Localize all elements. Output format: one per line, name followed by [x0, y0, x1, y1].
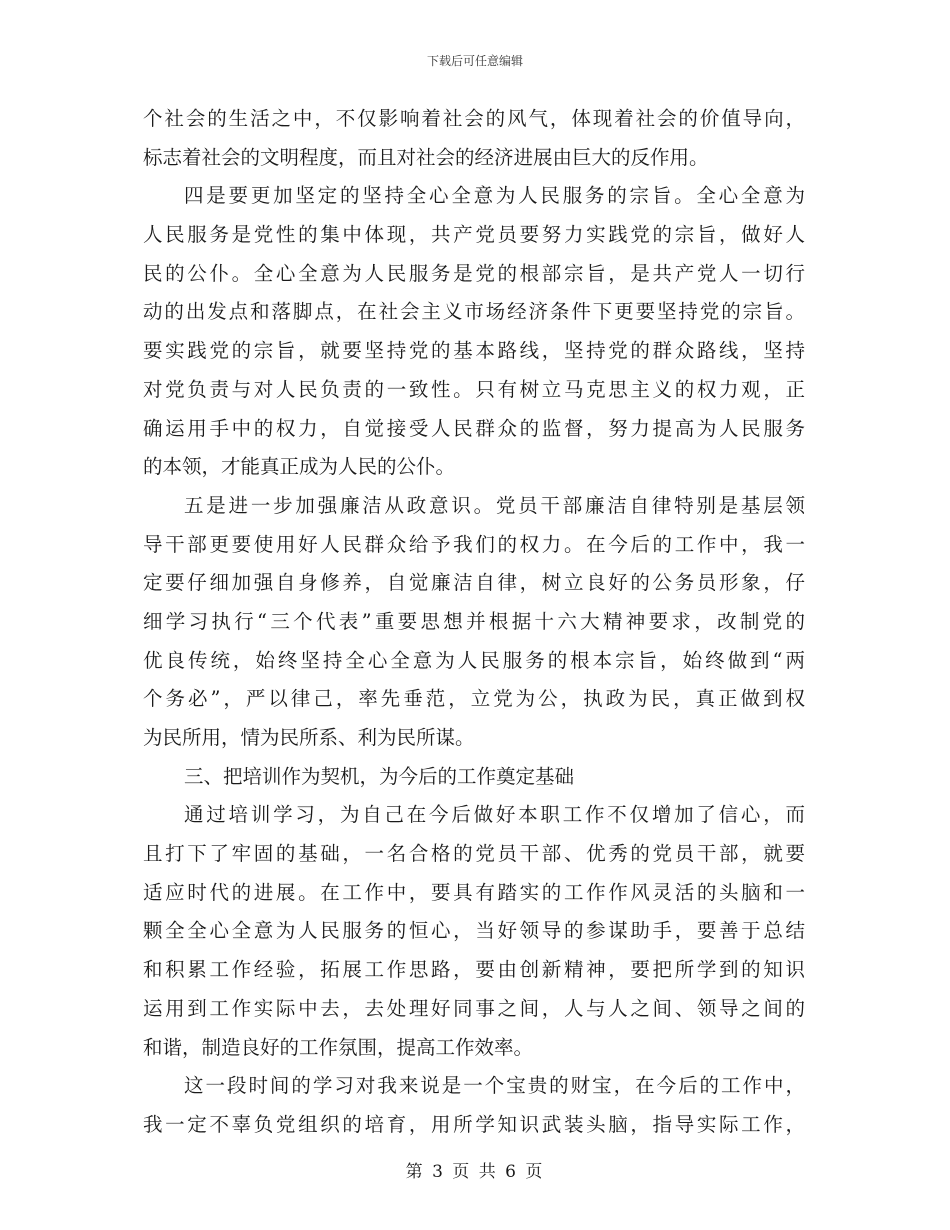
text-line: 人民服务是党性的集中体现，共产党员要努力实践党的宗旨，做好人 [143, 223, 805, 247]
text-line: 确运用手中的权力，自觉接受人民群众的监督，努力提高为人民服务 [143, 416, 805, 440]
page-header-note: 下载后可任意编辑 [426, 54, 523, 68]
text-line: 通过培训学习，为自己在今后做好本职工作不仅增加了信心，而 [184, 803, 805, 827]
document-body [143, 100, 805, 1145]
text-line: 我一定不辜负党组织的培育，用所学知识武装头脑，指导实际工作， [143, 1112, 805, 1136]
page-number-footer: 第 3 页 共 6 页 [405, 1162, 545, 1182]
text-line: 为民所用，情为民所系、利为民所谋。 [143, 726, 475, 749]
text-line: 对党负责与对人民负责的一致性。只有树立马克思主义的权力观，正 [143, 377, 805, 401]
text-line: 动的出发点和落脚点，在社会主义市场经济条件下更要坚持党的宗旨。 [143, 300, 805, 324]
text-line: 适应时代的进展。在工作中，要具有踏实的工作作风灵活的头脑和一 [143, 880, 805, 904]
text-line: 的本领，才能真正成为人民的公仆。 [143, 455, 456, 479]
text-line: 这一段时间的学习对我来说是一个宝贵的财宝，在今后的工作中， [184, 1074, 805, 1098]
text-line: 优良传统，始终坚持全心全意为人民服务的根本宗旨，始终做到“两 [143, 648, 805, 672]
text-line: 细学习执行“三个代表”重要思想并根据十六大精神要求，改制党的 [143, 609, 805, 633]
text-line: 民的公仆。全心全意为人民服务是党的根部宗旨，是共产党人一切行 [143, 261, 805, 285]
text-line: 和积累工作经验，拓展工作思路，要由创新精神，要把所学到的知识 [143, 958, 805, 982]
text-line: 定要仔细加强自身修养，自觉廉洁自律，树立良好的公务员形象，仔 [143, 571, 805, 595]
text-line: 颗全全心全意为人民服务的恒心，当好领导的参谋助手，要善于总结 [143, 919, 805, 943]
text-line: 要实践党的宗旨，就要坚持党的基本路线，坚持党的群众路线，坚持 [143, 339, 805, 363]
text-line: 三、把培训作为契机，为今后的工作奠定基础 [184, 764, 575, 788]
text-line: 个社会的生活之中，不仅影响着社会的风气，体现着社会的价值导向， [143, 107, 805, 130]
text-line: 四是要更加坚定的坚持全心全意为人民服务的宗旨。全心全意为 [184, 184, 805, 208]
text-line: 五是进一步加强廉洁从政意识。党员干部廉洁自律特别是基层领 [184, 493, 805, 517]
text-line: 标志着社会的文明程度，而且对社会的经济进展由巨大的反作用。 [143, 145, 709, 169]
text-line: 个务必”，严以律己，率先垂范，立党为公，执政为民，真正做到权 [143, 687, 805, 711]
text-line: 且打下了牢固的基础，一名合格的党员干部、优秀的党员干部，就要 [143, 842, 805, 866]
text-line: 和谐，制造良好的工作氛围，提高工作效率。 [143, 1035, 534, 1059]
text-line: 导干部更要使用好人民群众给予我们的权力。在今后的工作中，我一 [143, 532, 805, 556]
text-line: 运用到工作实际中去，去处理好同事之间，人与人之间、领导之间的 [143, 996, 805, 1020]
